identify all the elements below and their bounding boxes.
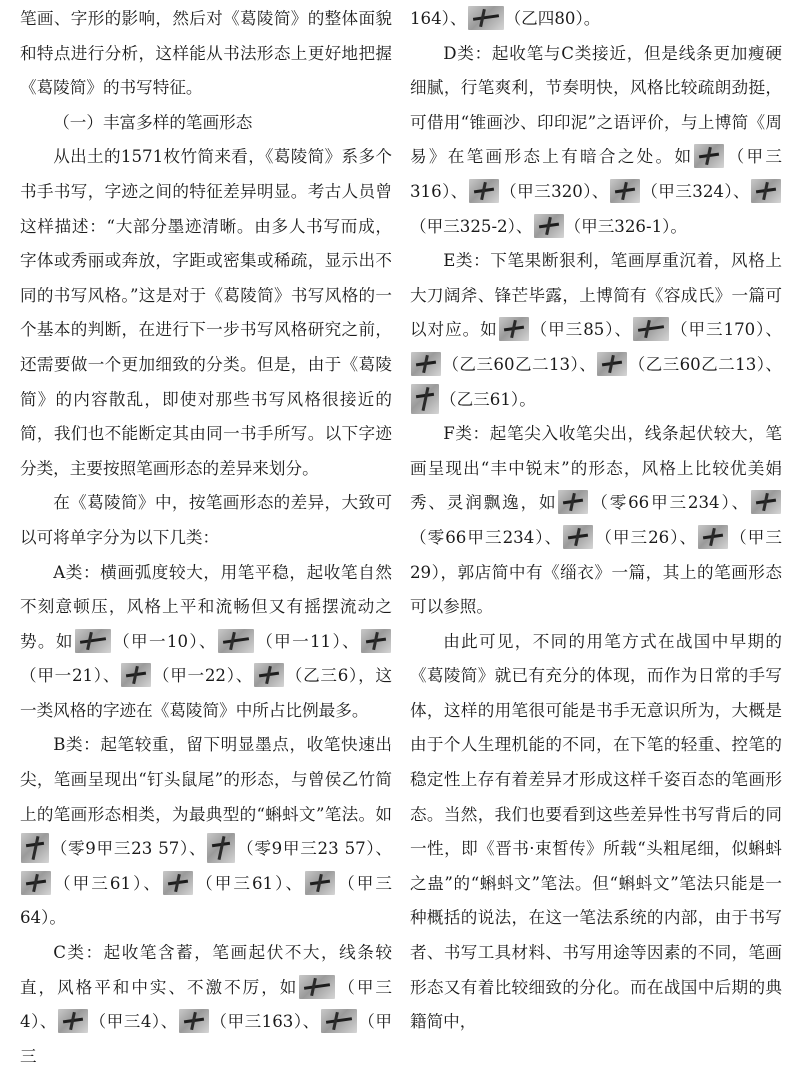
glyph-ref: （甲一21）、 <box>20 666 121 686</box>
type-a-text: A类：横画弧度较大，用笔平稳，起收笔自然不刻意顿压，风格上平和流畅但又有摇摆流动之势。如 <box>20 562 392 651</box>
paragraph-type-c-cont <box>410 2 782 37</box>
glyph-ref: （零9甲三23 57）、 <box>50 839 207 859</box>
paragraph-classification: 在《葛陵简》中，按笔画形态的差异，大致可以可将单字分为以下几类： <box>20 493 392 547</box>
paragraph-conclusion: 由此可见，不同的用笔方式在战国中早期的《葛陵简》就已有充分的体现，而作为日常的手写体，这样的用笔很可能是书手无意识所为，大概是由于个人生理机能的不同，在下笔的轻重、控笔的稳定性上存有着差异才形成这样千姿百态的笔画形态。当然，我们也要看到这些差异性书写背后的同一性，即《晋书·束皙传》所载“头粗尾细，似蝌蚪之蛊”的“蝌蚪文”笔法。但“蝌蚪文”笔法只能是一种概括的说法，在这一笔法系统的内部，由于书写者、书写工具材料、书写用途等因素的不同，笔画形态又有着比较细致的分化。而在战国中后期的典籍简中， <box>410 631 782 1032</box>
glyph-image <box>633 317 669 341</box>
paragraph-type-e <box>410 244 782 417</box>
glyph-ref: （甲三326-1）。 <box>564 216 688 236</box>
glyph-image <box>411 384 439 414</box>
glyph-ref: （甲三163）、 <box>209 1012 320 1032</box>
left-column <box>20 2 392 1074</box>
glyph-ref: （甲三4）、 <box>20 977 393 1032</box>
glyph-image <box>218 629 254 653</box>
glyph-ref: （甲三29） <box>410 527 782 582</box>
glyph-ref: （甲一22）、 <box>152 666 254 686</box>
glyph-image <box>698 525 728 549</box>
glyph-ref: （零66甲三234）、 <box>589 493 750 513</box>
paragraph-overview: 从出土的1571枚竹简来看，《葛陵简》系多个书手书写，字迹之间的特征差异明显。考古人员曾这样描述：“大部分墨迹清晰。由多人书写而成，字体或秀丽或奔放，字距或密集或稀疏，显示出不同的书写风格。”这是对于《葛陵简》书写风格的一个基本的判断，在进行下一步书写风格研究之前，还需要做一个更加细致的分类。但是，由于《葛陵简》的内容散乱，即使对那些书写风格很接近的简，我们也不能断定其由同一书手所写。以下字迹分类，主要按照笔画形态的差异来划分。 <box>20 147 392 478</box>
glyph-ref: （甲三 <box>20 1012 393 1066</box>
glyph-image <box>411 352 441 376</box>
type-b-text: B类：起笔较重，留下明显墨点，收笔快速出尖，笔画呈现出“钉头鼠尾”的形态，与曾侯乙竹简上的笔画形态相类，为最典型的“蝌蚪文”笔法。如 <box>20 735 392 824</box>
glyph-ref: （乙三61）。 <box>440 389 536 409</box>
glyph-ref: （甲三4）、 <box>89 1012 178 1032</box>
glyph-image <box>58 1009 88 1033</box>
glyph-image <box>207 833 235 863</box>
glyph-ref: （甲三325-2）、 <box>410 216 533 236</box>
paragraph-type-a <box>20 556 392 729</box>
paragraph-intro: 笔画、字形的影响，然后对《葛陵简》的整体面貌和特点进行分析，这样能从书法形态上更好地把握《葛陵简》的书写特征。 <box>20 9 392 98</box>
glyph-image <box>751 179 781 203</box>
glyph-ref: （甲三85）、 <box>529 320 633 340</box>
type-f-text: F类：起笔尖入收笔尖出，线条起伏较大，笔画呈现出“丰中锐末”的形态，风格上比较优美娟秀、灵润飘逸，如 <box>410 424 782 513</box>
glyph-image <box>694 144 724 168</box>
paragraph-type-f <box>410 417 782 625</box>
type-e-text: E类：下笔果断狠利，笔画厚重沉着，风格上大刀阔斧、锋芒毕露，上博简有《容成氏》一篇可以对应。如 <box>410 251 782 340</box>
glyph-ref: （乙四80）。 <box>504 9 601 28</box>
section-heading: （一）丰富多样的笔画形态 <box>53 112 253 132</box>
glyph-ref: （甲三316）、 <box>410 147 783 201</box>
paragraph-type-c <box>20 936 392 1074</box>
glyph-image <box>469 179 499 203</box>
glyph-image <box>21 871 51 895</box>
glyph-image <box>254 663 284 687</box>
type-a-tail: ，这一类风格的字迹在《葛陵简》中所占比例最多。 <box>20 666 392 720</box>
glyph-image <box>499 317 529 341</box>
glyph-image <box>597 352 627 376</box>
glyph-ref: （甲一11）、 <box>254 631 360 651</box>
glyph-image <box>179 1009 209 1033</box>
glyph-image <box>361 629 391 653</box>
type-d-text: D类：起收笔与C类接近，但是线条更加瘦硬细腻，行笔爽利，节奏明快，风格比较疏朗劲挺，可借用“锥画沙、印印泥”之语评价，与上博简《周易》在笔画形态上有暗合之处。如 <box>410 43 782 167</box>
paragraph-type-d <box>410 37 782 245</box>
glyph-ref: 164）、 <box>410 9 467 28</box>
glyph-ref: （甲一10）、 <box>111 631 217 651</box>
glyph-ref: （甲三170）、 <box>670 320 783 340</box>
glyph-image <box>21 833 49 863</box>
glyph-image <box>75 629 111 653</box>
glyph-image <box>299 975 335 999</box>
glyph-ref: （零9甲三23 57）、 <box>236 839 393 859</box>
glyph-ref: （甲三64）。 <box>20 873 392 928</box>
type-c-text: C类：起收笔含蓄，笔画起伏不大，线条较直，风格平和中实、不激不厉，如 <box>20 943 392 997</box>
glyph-ref: （甲三320）、 <box>499 181 609 201</box>
glyph-image <box>751 490 781 514</box>
glyph-image <box>468 6 504 30</box>
glyph-image <box>610 179 640 203</box>
glyph-ref: （甲三61）、 <box>194 873 305 893</box>
glyph-ref: （甲三324）、 <box>640 181 751 201</box>
glyph-image <box>534 214 564 238</box>
glyph-ref: （甲三26）、 <box>594 527 698 547</box>
glyph-ref: （零66甲三234）、 <box>410 527 563 547</box>
glyph-ref: （乙三60乙二13）、 <box>442 354 597 374</box>
glyph-ref: （乙三6） <box>285 666 359 686</box>
glyph-image <box>163 871 193 895</box>
glyph-ref: （甲三61）、 <box>52 873 163 893</box>
glyph-ref: （乙三60乙二13）、 <box>628 354 782 374</box>
type-f-tail: ，郭店简中有《缁衣》一篇，其上的笔画形态可以参照。 <box>410 562 782 617</box>
glyph-image <box>121 663 151 687</box>
glyph-image <box>563 525 593 549</box>
right-column <box>410 2 782 1040</box>
paragraph-type-b <box>20 728 392 936</box>
glyph-image <box>321 1009 357 1033</box>
glyph-image <box>558 490 588 514</box>
glyph-image <box>305 871 335 895</box>
